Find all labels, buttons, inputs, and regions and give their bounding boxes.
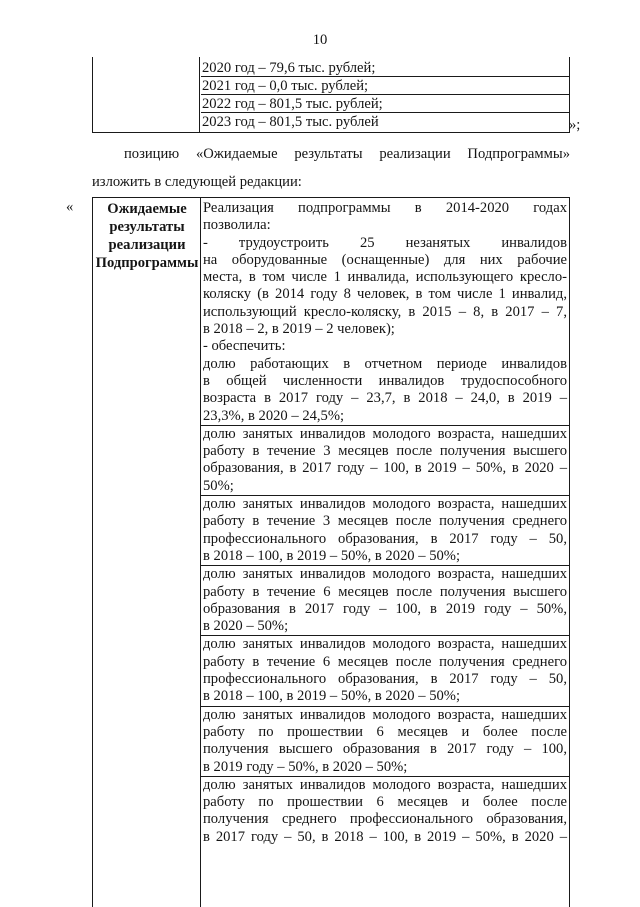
results-text-line: работу по прошествии 6 месяцев и более после: [203, 794, 567, 811]
results-cell: [203, 200, 567, 846]
results-text-line: долю занятых инвалидов молодого возраста, нашедших: [203, 706, 567, 723]
opening-quote: «: [66, 199, 74, 215]
results-text-line: - обеспечить:: [203, 338, 286, 355]
results-text-line: профессионального образования, в 2017 году – 50,: [203, 671, 567, 688]
results-text-line: на оборудованные (оснащенные) для них рабочие: [203, 251, 567, 268]
results-text-line: в общей численности инвалидов трудоспособного: [203, 372, 567, 389]
results-text-line: коляску (в 2014 году 8 человек, в том числе 1 инвалид,: [203, 286, 567, 303]
paragraph-edition: изложить в следующей редакции:: [92, 174, 302, 190]
funding-line: 2021 год – 0,0 тыс. рублей;: [201, 77, 569, 95]
funding-line: 2020 год – 79,6 тыс. рублей;: [201, 59, 569, 77]
results-text-line: работу в течение 3 месяцев после получения среднего: [203, 513, 567, 530]
paragraph-position: позицию «Ожидаемые результаты реализации Подпрограммы»: [124, 146, 570, 162]
funding-line: 2022 год – 801,5 тыс. рублей;: [201, 95, 569, 113]
results-text-line: Реализация подпрограммы в 2014-2020 годах: [203, 200, 567, 216]
results-text-line: в 2018 – 100, в 2019 – 50%, в 2020 – 50%;: [203, 688, 461, 705]
results-text-line: долю занятых инвалидов молодого возраста, нашедших: [203, 425, 567, 442]
results-text-line: места, в том числе 1 инвалида, использующего кресло-: [203, 269, 567, 286]
results-text-line: образования в 2017 году – 100, в 2019 году – 50%,: [203, 600, 567, 617]
results-text-line: получения среднего профессионального образования,: [203, 811, 567, 828]
results-text-line: работу в течение 3 месяцев после получения высшего: [203, 443, 567, 460]
results-text-line: работу в течение 6 месяцев после получения среднего: [203, 653, 567, 670]
row-header: [95, 200, 199, 272]
results-text-line: долю занятых инвалидов молодого возраста, нашедших: [203, 496, 567, 513]
results-text-line: профессионального образования, в 2017 году – 50,: [203, 530, 567, 547]
results-text-line: в 2020 – 50%;: [203, 618, 289, 635]
results-text-line: работу в течение 6 месяцев после получения высшего: [203, 583, 567, 600]
results-text-line: работу по прошествии 6 месяцев и более после: [203, 723, 567, 740]
results-text-line: в 2018 – 2, в 2019 – 2 человек);: [203, 321, 395, 338]
results-text-line: 23,3%, в 2020 – 24,5%;: [203, 407, 345, 424]
results-text-line: образования, в 2017 году – 100, в 2019 – 50%, в 2020 –: [203, 460, 567, 477]
funding-table: [92, 57, 570, 133]
column-divider: [199, 57, 200, 132]
results-text-line: долю занятых инвалидов молодого возраста, нашедших: [203, 636, 567, 653]
funding-line: 2023 год – 801,5 тыс. рублей: [202, 114, 379, 130]
row-header-line: Ожидаемые: [107, 201, 187, 217]
results-text-line: в 2017 году – 50, в 2018 – 100, в 2019 – 50%, в 2020 –: [203, 828, 567, 845]
column-divider: [200, 198, 201, 907]
results-text-line: позволила:: [203, 217, 271, 234]
results-text-line: 50%;: [203, 477, 234, 494]
row-header-line: реализации: [108, 237, 186, 253]
results-text-line: долю занятых инвалидов молодого возраста, нашедших: [203, 776, 567, 793]
results-text-line: - трудоустроить 25 незанятых инвалидов: [203, 234, 567, 251]
results-text-line: использующий кресло-коляску, в 2015 – 8, в 2017 – 7,: [203, 303, 567, 320]
results-text-line: получения высшего образования в 2017 году – 100,: [203, 741, 567, 758]
funding-cell: [201, 59, 569, 131]
results-text-line: в 2018 – 100, в 2019 – 50%, в 2020 – 50%;: [203, 547, 461, 564]
results-text-line: долю работающих в отчетном периоде инвалидов: [203, 355, 567, 372]
results-text-line: долю занятых инвалидов молодого возраста, нашедших: [203, 566, 567, 583]
row-header-line: результаты: [109, 219, 185, 235]
results-text-line: в 2019 году – 50%, в 2020 – 50%;: [203, 758, 408, 775]
row-header-line: Подпрограммы: [95, 255, 199, 271]
page-number: 10: [312, 32, 328, 48]
closing-quote: »;: [569, 117, 581, 133]
results-text-line: возраста в 2017 году – 23,7, в 2018 – 24,0, в 2019 –: [203, 390, 567, 407]
results-table: [92, 197, 570, 907]
